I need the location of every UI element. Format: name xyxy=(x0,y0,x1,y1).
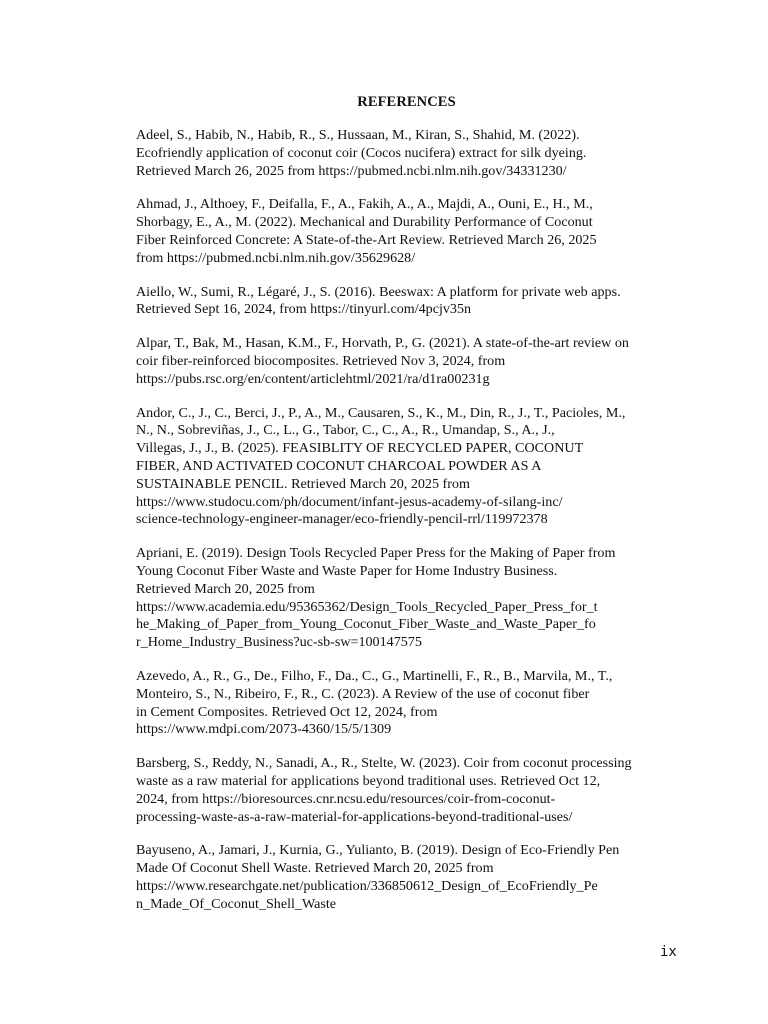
reference-line: n_Made_Of_Coconut_Shell_Waste xyxy=(136,895,337,912)
reference-line: Ecofriendly application of coconut coir (Cocos nucifera) extract for silk dyeing. xyxy=(136,144,587,161)
reference-line: https://www.researchgate.net/publication/336850612_Design_of_EcoFriendly_Pe xyxy=(136,877,598,894)
reference-line: Azevedo, A., R., G., De., Filho, F., Da., C., G., Martinelli, F., R., B., Marvila, M., T., xyxy=(136,667,613,684)
reference-line: https://www.studocu.com/ph/document/infant-jesus-academy-of-silang-inc/ xyxy=(136,493,563,510)
reference-entry xyxy=(136,842,681,913)
reference-line: https://www.mdpi.com/2073-4360/15/5/1309 xyxy=(136,721,392,738)
reference-line: Apriani, E. (2019). Design Tools Recycled Paper Press for the Making of Paper from xyxy=(136,545,616,562)
reference-line: Made Of Coconut Shell Waste. Retrieved March 20, 2025 from xyxy=(136,860,494,877)
page-number: ix xyxy=(660,944,677,960)
reference-line: https://www.academia.edu/95365362/Design_Tools_Recycled_Paper_Press_for_t xyxy=(136,598,598,615)
reference-entry xyxy=(136,335,681,388)
reference-line: Aiello, W., Sumi, R., Légaré, J., S. (2016). Beeswax: A platform for private web apps. xyxy=(136,283,621,300)
reference-line: coir fiber-reinforced biocomposites. Retrieved Nov 3, 2024, from xyxy=(136,352,506,369)
reference-line: he_Making_of_Paper_from_Young_Coconut_Fiber_Waste_and_Waste_Paper_fo xyxy=(136,616,596,633)
reference-line: https://pubs.rsc.org/en/content/articlehtml/2021/ra/d1ra00231g xyxy=(136,370,490,387)
reference-entry xyxy=(136,196,681,267)
reference-line: Adeel, S., Habib, N., Habib, R., S., Hussaan, M., Kiran, S., Shahid, M. (2022). xyxy=(136,127,580,143)
reference-line: SUSTAINABLE PENCIL. Retrieved March 20, 2025 from xyxy=(136,475,470,492)
reference-line: Barsberg, S., Reddy, N., Sanadi, A., R., Stelte, W. (2023). Coir from coconut processing xyxy=(136,755,632,772)
reference-line: Young Coconut Fiber Waste and Waste Paper for Home Industry Business. xyxy=(136,562,558,579)
reference-line: Andor, C., J., C., Berci, J., P., A., M., Causaren, S., K., M., Din, R., J., T., Pacioles, M., xyxy=(136,404,626,421)
references-heading: REFERENCES xyxy=(357,94,456,110)
reference-line: Bayuseno, A., Jamari, J., Kurnia, G., Yulianto, B. (2019). Design of Eco-Friendly Pen xyxy=(136,842,620,859)
reference-line: Alpar, T., Bak, M., Hasan, K.M., F., Horvath, P., G. (2021). A state-of-the-art review on xyxy=(136,335,629,352)
reference-line: Retrieved March 20, 2025 from xyxy=(136,580,315,597)
reference-line: Ahmad, J., Althoey, F., Deifalla, F., A., Fakih, A., A., Majdi, A., Ouni, E., H., M., xyxy=(136,196,593,213)
reference-line: Fiber Reinforced Concrete: A State-of-the-Art Review. Retrieved March 26, 2025 xyxy=(136,231,597,248)
reference-entry xyxy=(136,545,681,652)
reference-line: Shorbagy, E., A., M. (2022). Mechanical and Durability Performance of Coconut xyxy=(136,214,593,231)
reference-entry xyxy=(136,127,681,180)
reference-line: in Cement Composites. Retrieved Oct 12, 2024, from xyxy=(136,703,438,720)
reference-line: N., N., Sobreviñas, J., C., L., G., Tabor, C., C., A., R., Umandap, S., A., J., xyxy=(136,422,555,439)
reference-line: Monteiro, S., N., Ribeiro, F., R., C. (2023). A Review of the use of coconut fiber xyxy=(136,685,590,702)
reference-line: science-technology-engineer-manager/eco-friendly-pencil-rrl/119972378 xyxy=(136,511,548,528)
reference-line: 2024, from https://bioresources.cnr.ncsu.edu/resources/coir-from-coconut- xyxy=(136,790,556,807)
reference-entry xyxy=(136,405,681,530)
reference-entry xyxy=(136,284,681,320)
reference-line: FIBER, AND ACTIVATED COCONUT CHARCOAL POWDER AS A xyxy=(136,457,542,474)
reference-line: r_Home_Industry_Business?uc-sb-sw=100147575 xyxy=(136,634,422,651)
reference-line: from https://pubmed.ncbi.nlm.nih.gov/35629628/ xyxy=(136,249,416,266)
reference-entry xyxy=(136,668,681,739)
reference-line: Retrieved Sept 16, 2024, from https://tinyurl.com/4pcjv35n xyxy=(136,301,472,318)
reference-line: Villegas, J., J., B. (2025). FEASIBLITY OF RECYCLED PAPER, COCONUT xyxy=(136,440,584,457)
reference-entry xyxy=(136,755,681,826)
reference-line: Retrieved March 26, 2025 from https://pubmed.ncbi.nlm.nih.gov/34331230/ xyxy=(136,162,567,179)
reference-line: waste as a raw material for applications beyond traditional uses. Retrieved Oct 12, xyxy=(136,772,601,789)
reference-line: processing-waste-as-a-raw-material-for-applications-beyond-traditional-uses/ xyxy=(136,808,573,825)
reference-list xyxy=(136,127,681,929)
